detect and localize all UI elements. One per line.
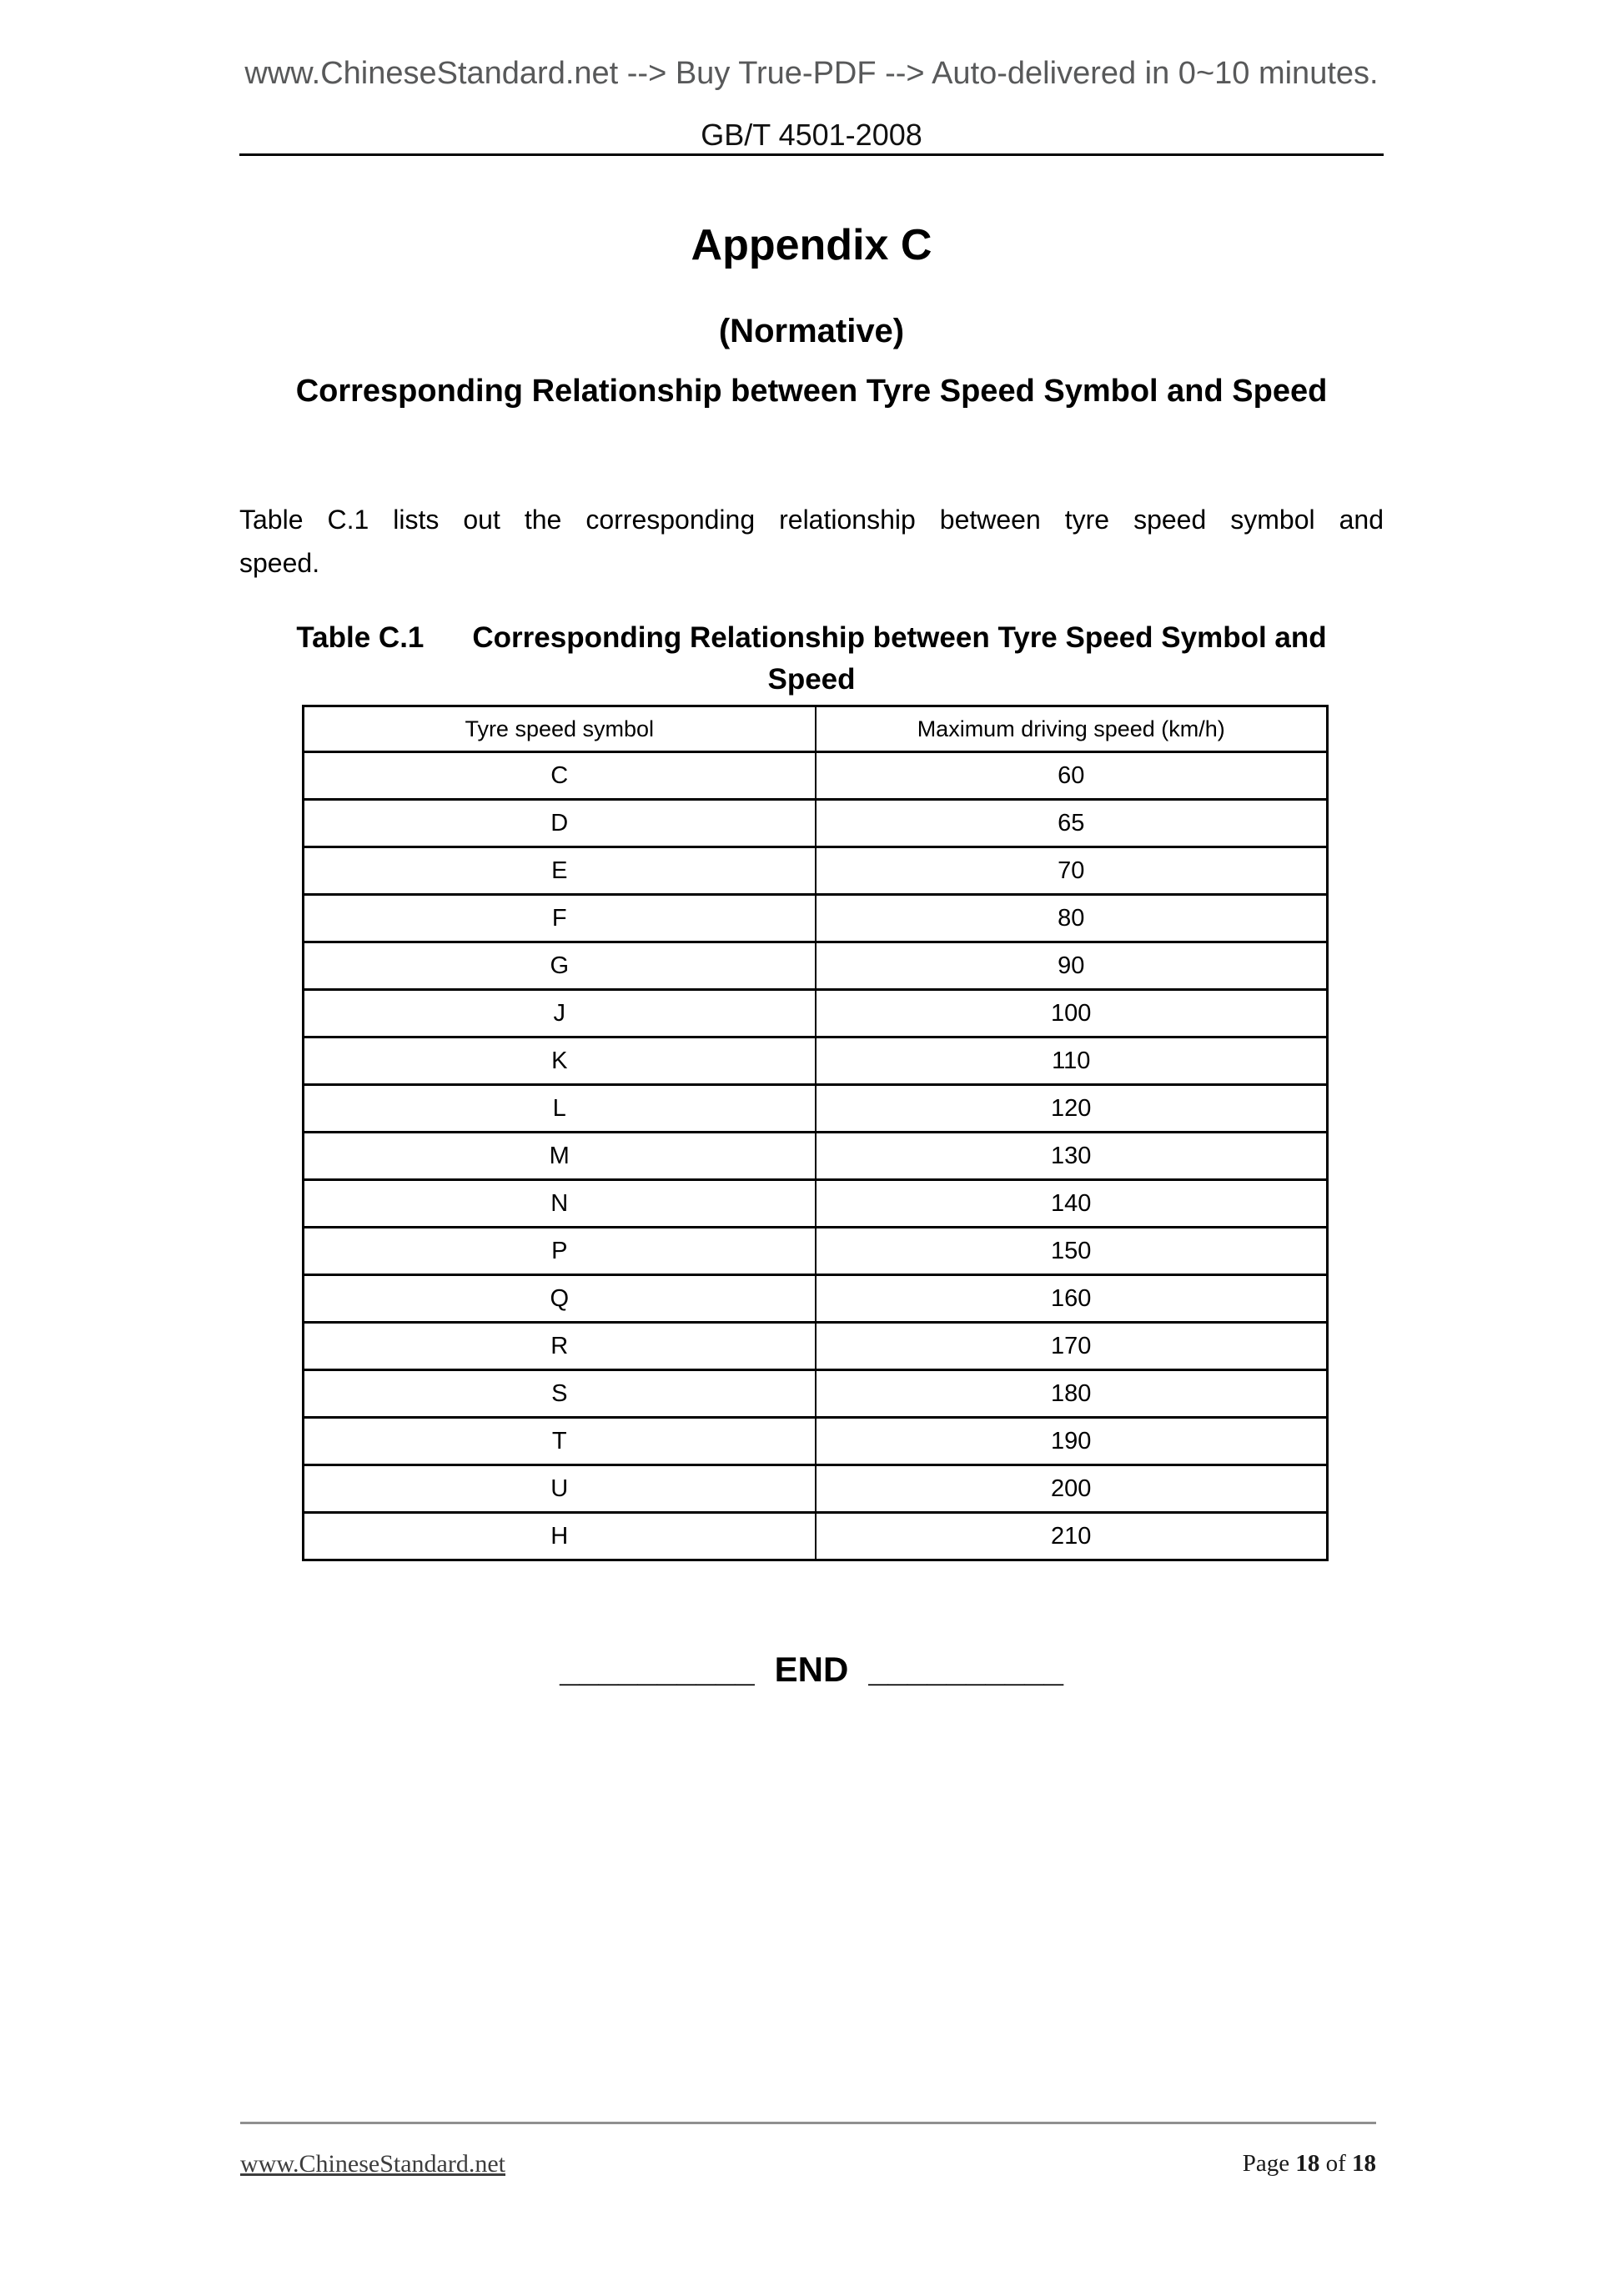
footer-rule [240,2122,1376,2124]
of-label: of [1325,2150,1346,2177]
max-speed-cell: 170 [816,1323,1328,1370]
table-row [304,990,1328,1037]
tyre-speed-symbol-cell: N [304,1180,816,1228]
page-indicator [1243,2150,1376,2178]
table-row [304,1370,1328,1418]
promo-banner: www.ChineseStandard.net --> Buy True-PDF --> Auto-delivered in 0~10 minutes. [244,56,1379,91]
max-speed-cell: 90 [816,942,1328,990]
max-speed-cell: 210 [816,1513,1328,1560]
column-header-speed: Maximum driving speed (km/h) [816,706,1328,752]
table-row [304,1418,1328,1465]
tyre-speed-symbol-cell: E [304,847,816,895]
standard-code: GB/T 4501-2008 [701,118,922,152]
tyre-speed-symbol-cell: S [304,1370,816,1418]
page-label: Page [1242,2150,1290,2177]
max-speed-cell: 130 [816,1133,1328,1180]
table-row [304,942,1328,990]
end-label: END [774,1650,849,1689]
table-caption-line-2: Speed [767,663,856,696]
tyre-speed-symbol-cell: F [304,895,816,942]
max-speed-cell: 180 [816,1370,1328,1418]
tyre-speed-symbol-cell: D [304,800,816,847]
tyre-speed-symbol-cell: G [304,942,816,990]
max-speed-cell: 110 [816,1037,1328,1085]
table-row [304,1037,1328,1085]
speed-table-head [304,706,1328,752]
tyre-speed-symbol-cell: T [304,1418,816,1465]
table-row [304,1275,1328,1323]
max-speed-cell: 70 [816,847,1328,895]
max-speed-cell: 60 [816,752,1328,800]
tyre-speed-symbol-cell: Q [304,1275,816,1323]
intro-paragraph [239,498,1384,585]
tyre-speed-symbol-cell: M [304,1133,816,1180]
table-row [304,1180,1328,1228]
tyre-speed-symbol-cell: K [304,1037,816,1085]
table-caption [0,617,1623,701]
table-row [304,847,1328,895]
table-row [304,800,1328,847]
max-speed-cell: 160 [816,1275,1328,1323]
max-speed-cell: 190 [816,1418,1328,1465]
tyre-speed-symbol-cell: R [304,1323,816,1370]
table-row [304,752,1328,800]
max-speed-cell: 200 [816,1465,1328,1513]
page-total: 18 [1352,2150,1376,2177]
tyre-speed-symbol-cell: P [304,1228,816,1275]
intro-line-2: speed. [239,548,320,578]
tyre-speed-symbol-cell: L [304,1085,816,1133]
table-row [304,1133,1328,1180]
end-marker [0,1649,1623,1691]
max-speed-cell: 120 [816,1085,1328,1133]
table-caption-number: Table C.1 [296,621,425,654]
tyre-speed-symbol-cell: C [304,752,816,800]
table-caption-title: Corresponding Relationship between Tyre Speed Symbol and [472,621,1327,654]
table-row [304,1085,1328,1133]
page-current: 18 [1295,2150,1320,2177]
normative-label: (Normative) [718,313,905,349]
appendix-title: Appendix C [691,221,932,269]
max-speed-cell: 140 [816,1180,1328,1228]
footer-site-link[interactable]: www.ChineseStandard.net [240,2150,505,2178]
intro-line-1: Table C.1 lists out the corresponding relationship between tyre speed symbol and [239,505,1384,535]
table-caption-line-1 [0,617,1623,659]
table-row [304,895,1328,942]
end-rule-left: __________ [560,1650,755,1689]
table-row [304,1513,1328,1560]
header-row [304,706,1328,752]
appendix-heading: Corresponding Relationship between Tyre Speed Symbol and Speed [295,374,1328,409]
tyre-speed-symbol-cell: H [304,1513,816,1560]
header-rule [239,153,1384,156]
max-speed-cell: 65 [816,800,1328,847]
speed-table-body [304,752,1328,1560]
max-speed-cell: 150 [816,1228,1328,1275]
table-row [304,1465,1328,1513]
end-rule-right: __________ [868,1650,1063,1689]
tyre-speed-symbol-cell: J [304,990,816,1037]
tyre-speed-symbol-cell: U [304,1465,816,1513]
table-row [304,1323,1328,1370]
speed-table [302,705,1329,1561]
max-speed-cell: 80 [816,895,1328,942]
max-speed-cell: 100 [816,990,1328,1037]
table-row [304,1228,1328,1275]
column-header-symbol: Tyre speed symbol [304,706,816,752]
